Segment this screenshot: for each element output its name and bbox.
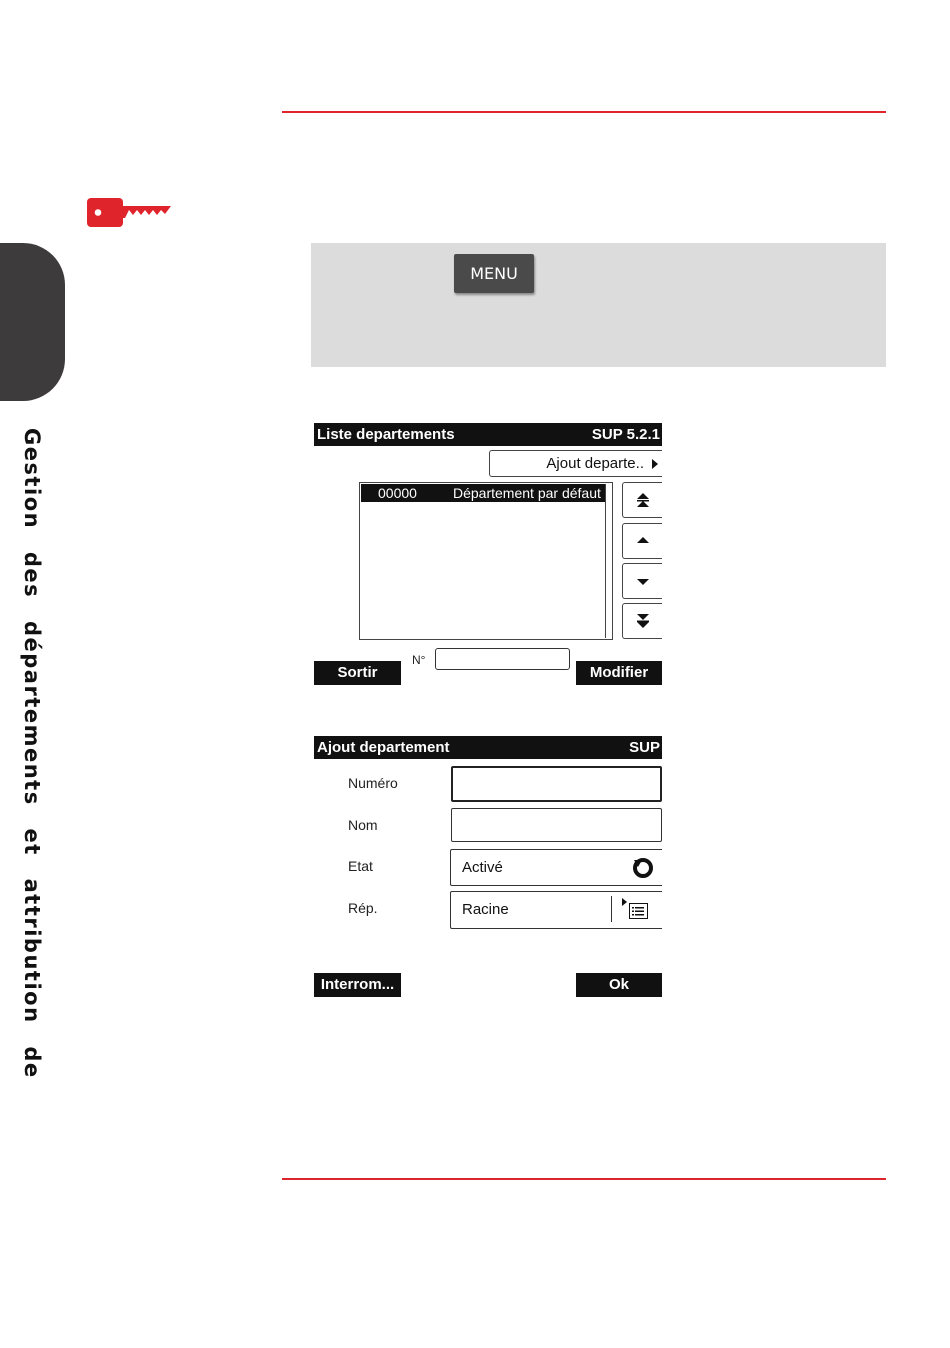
down-arrow-icon bbox=[636, 572, 650, 590]
scroll-up-button[interactable] bbox=[622, 523, 662, 559]
number-field-label: Numéro bbox=[348, 775, 398, 791]
arrow-right-icon bbox=[652, 459, 658, 469]
top-rule bbox=[282, 111, 886, 113]
instruction-note bbox=[311, 243, 886, 367]
interrupt-button[interactable]: Interrom... bbox=[314, 973, 401, 997]
list-scrollbar[interactable] bbox=[605, 484, 611, 638]
double-down-arrow-icon bbox=[636, 612, 650, 630]
modify-button[interactable]: Modifier bbox=[576, 661, 662, 685]
screen-title: Liste departements bbox=[317, 426, 455, 443]
number-field[interactable] bbox=[451, 766, 662, 802]
list-item[interactable]: 00000 Département par défaut bbox=[361, 484, 607, 502]
scroll-bottom-button[interactable] bbox=[622, 603, 662, 639]
key-icon bbox=[87, 198, 171, 228]
ok-button[interactable]: Ok bbox=[576, 973, 662, 997]
folder-list-icon bbox=[622, 898, 652, 922]
cycle-icon bbox=[632, 857, 654, 879]
menu-key-image: MENU bbox=[454, 254, 534, 293]
screen-header bbox=[314, 736, 662, 759]
number-label: N° bbox=[412, 653, 426, 667]
double-up-arrow-icon bbox=[636, 491, 650, 509]
up-arrow-icon bbox=[636, 532, 650, 550]
scroll-top-button[interactable] bbox=[622, 482, 662, 518]
name-field[interactable] bbox=[451, 808, 662, 842]
number-search-input[interactable] bbox=[435, 648, 570, 670]
bottom-rule bbox=[282, 1178, 886, 1180]
directory-selector[interactable]: Racine bbox=[450, 891, 662, 929]
exit-button[interactable]: Sortir bbox=[314, 661, 401, 685]
screen-title: Ajout departement bbox=[317, 739, 450, 756]
department-list bbox=[359, 482, 613, 640]
scroll-down-button[interactable] bbox=[622, 563, 662, 599]
selector-divider bbox=[611, 896, 612, 922]
name-field-label: Nom bbox=[348, 817, 378, 833]
state-field-label: Etat bbox=[348, 858, 373, 874]
chapter-tab bbox=[0, 243, 65, 401]
screen-header bbox=[314, 423, 662, 446]
add-department-button[interactable]: Ajout departe.. bbox=[489, 450, 662, 477]
directory-field-label: Rép. bbox=[348, 900, 378, 916]
department-list-screen bbox=[314, 423, 662, 685]
screen-code: SUP 5.2.1 bbox=[591, 426, 660, 443]
screen-code: SUP bbox=[629, 739, 660, 756]
chapter-title: Gestion des départements et attribution de bbox=[20, 428, 44, 1079]
state-selector[interactable]: Activé bbox=[450, 849, 662, 886]
add-department-screen bbox=[314, 736, 662, 998]
